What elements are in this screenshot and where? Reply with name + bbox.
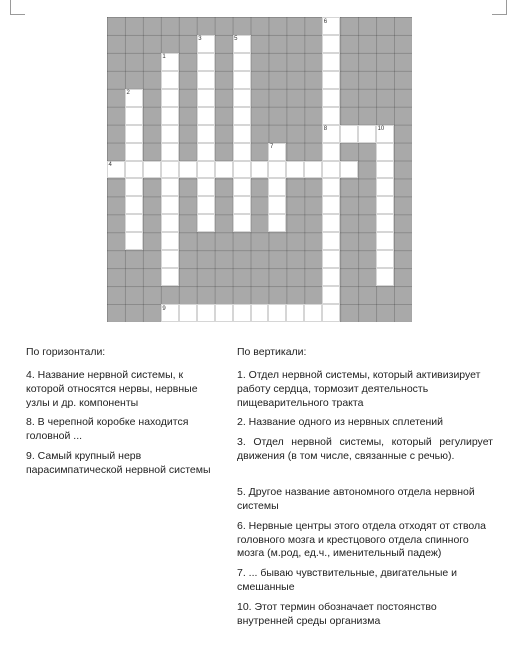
grid-cell[interactable] — [197, 53, 215, 71]
grid-cell[interactable] — [197, 71, 215, 89]
crossword-grid — [107, 17, 412, 322]
grid-cell[interactable] — [197, 89, 215, 107]
horizontal-title: По горизонтали: — [26, 346, 106, 358]
grid-cell[interactable] — [233, 161, 251, 179]
clue-number: 1 — [162, 54, 166, 61]
grid-cell[interactable] — [233, 71, 251, 89]
grid-cell[interactable] — [161, 214, 179, 232]
clue-number: 6 — [323, 18, 328, 25]
grid-cell[interactable] — [161, 178, 179, 196]
grid-cell[interactable] — [358, 125, 376, 143]
grid-cell[interactable] — [233, 178, 251, 196]
grid-cell[interactable] — [322, 178, 340, 196]
grid-cell[interactable] — [322, 107, 340, 125]
clue-v5: 5. Другое название автономного отдела нервной системы — [237, 486, 475, 512]
grid-cell[interactable] — [376, 232, 394, 250]
clue-number: 2 — [126, 90, 130, 97]
vertical-clues — [237, 346, 493, 635]
grid-cell[interactable] — [322, 161, 340, 179]
grid-cell[interactable] — [233, 304, 251, 322]
grid-cell[interactable] — [233, 196, 251, 214]
grid-cell[interactable] — [143, 161, 161, 179]
grid-cell[interactable] — [322, 143, 340, 161]
grid-cell[interactable] — [215, 161, 233, 179]
grid-cell[interactable] — [376, 214, 394, 232]
grid-cell[interactable] — [197, 125, 215, 143]
clue-v7: 7. ... бываю чувствительные, двигательные и смешанные — [237, 567, 458, 594]
grid-cell[interactable] — [268, 304, 286, 322]
grid-cell[interactable] — [322, 304, 340, 322]
grid-cell[interactable] — [376, 250, 394, 268]
clue-v1: 1. Отдел нервной системы, который активизирует работу сердца, тормозит деятельность пищеварительного тракта — [237, 368, 481, 409]
grid-cell[interactable] — [322, 214, 340, 232]
grid-cell[interactable] — [197, 161, 215, 179]
grid-cell[interactable] — [251, 161, 269, 179]
grid-cell[interactable] — [215, 304, 233, 322]
clue-number: 8 — [323, 126, 328, 133]
clue-number: 9 — [162, 305, 166, 312]
clue-number: 5 — [234, 36, 238, 43]
grid-cell[interactable] — [197, 178, 215, 196]
clue-v6: 6. Нервные центры этого отдела отходят от ствола головного мозга и крестцового отдела спинного мозга (м.род, ед.ч., именительный падеж) — [237, 519, 486, 560]
grid-cell[interactable] — [233, 107, 251, 125]
grid-cell[interactable] — [197, 196, 215, 214]
grid-cell[interactable] — [340, 161, 358, 179]
grid-cell[interactable] — [322, 232, 340, 250]
grid-cell[interactable] — [161, 250, 179, 268]
clue-number: 10 — [377, 126, 385, 133]
grid-cell[interactable] — [125, 178, 143, 196]
grid-cell[interactable] — [161, 232, 179, 250]
grid-cell[interactable] — [268, 178, 286, 196]
grid-cell[interactable] — [286, 304, 304, 322]
grid-cell[interactable] — [161, 161, 179, 179]
grid-cell[interactable] — [161, 268, 179, 286]
grid-cell[interactable] — [322, 71, 340, 89]
clue-v3: 3. Отдел нервной системы, который регулирует движения (в том числе, связанные с речью). — [237, 436, 493, 463]
grid-cell[interactable] — [161, 196, 179, 214]
grid-cell[interactable] — [376, 161, 394, 179]
clue-v2: 2. Название одного из нервных сплетений — [237, 416, 444, 429]
grid-cell[interactable] — [125, 125, 143, 143]
grid-cell[interactable] — [322, 286, 340, 304]
clue-h4: 4. Название нервной системы, к которой относятся нервы, нервные узлы и др. компоненты — [26, 368, 198, 409]
grid-cell[interactable] — [125, 196, 143, 214]
grid-cell[interactable] — [322, 53, 340, 71]
grid-cell[interactable] — [161, 125, 179, 143]
grid-cell[interactable] — [233, 125, 251, 143]
grid-cell[interactable] — [322, 250, 340, 268]
clue-number: 4 — [108, 162, 112, 169]
page-corner-mark-left — [10, 0, 25, 15]
grid-cell[interactable] — [233, 89, 251, 107]
grid-cell[interactable] — [376, 178, 394, 196]
grid-cell[interactable] — [376, 268, 394, 286]
clue-v10: 10. Этот термин обозначает постоянство внутренней среды организма — [237, 601, 437, 627]
grid-cell[interactable] — [197, 304, 215, 322]
clue-number: 3 — [198, 36, 202, 43]
clue-number: 7 — [269, 144, 274, 151]
grid-cell[interactable] — [268, 214, 286, 232]
grid-cell[interactable] — [125, 214, 143, 232]
grid-cell[interactable] — [322, 268, 340, 286]
grid-cell[interactable] — [197, 107, 215, 125]
grid-cell[interactable] — [179, 304, 197, 322]
horizontal-clues — [26, 346, 216, 484]
grid-cell[interactable] — [286, 161, 304, 179]
grid-cell[interactable] — [161, 89, 179, 107]
clue-h8: 8. В черепной коробке находится головной ... — [26, 416, 189, 443]
grid-cell[interactable] — [233, 214, 251, 232]
vertical-title: По вертикали: — [237, 346, 307, 358]
grid-cell[interactable] — [197, 143, 215, 161]
grid-cell[interactable] — [161, 71, 179, 89]
grid-cell[interactable] — [125, 161, 143, 179]
grid-cell[interactable] — [161, 143, 179, 161]
grid-cell[interactable] — [233, 143, 251, 161]
grid-cell[interactable] — [268, 161, 286, 179]
grid-cell[interactable] — [125, 232, 143, 250]
grid-cell[interactable] — [376, 196, 394, 214]
grid-cell[interactable] — [125, 107, 143, 125]
grid-cell[interactable] — [322, 196, 340, 214]
grid-cell[interactable] — [197, 214, 215, 232]
grid-cell[interactable] — [161, 107, 179, 125]
grid-cell[interactable] — [233, 53, 251, 71]
grid-cell[interactable] — [179, 161, 197, 179]
grid-cell[interactable] — [125, 143, 143, 161]
clue-h9: 9. Самый крупный нерв парасимпатической нервной системы — [26, 450, 211, 477]
grid-cell[interactable] — [322, 89, 340, 107]
grid-cell[interactable] — [251, 304, 269, 322]
grid-cell[interactable] — [304, 161, 322, 179]
grid-cell[interactable] — [322, 35, 340, 53]
page-corner-mark-right — [492, 0, 507, 15]
grid-cell[interactable] — [376, 143, 394, 161]
grid-cell[interactable] — [304, 304, 322, 322]
grid-cell[interactable] — [268, 196, 286, 214]
grid-cell[interactable] — [340, 125, 358, 143]
